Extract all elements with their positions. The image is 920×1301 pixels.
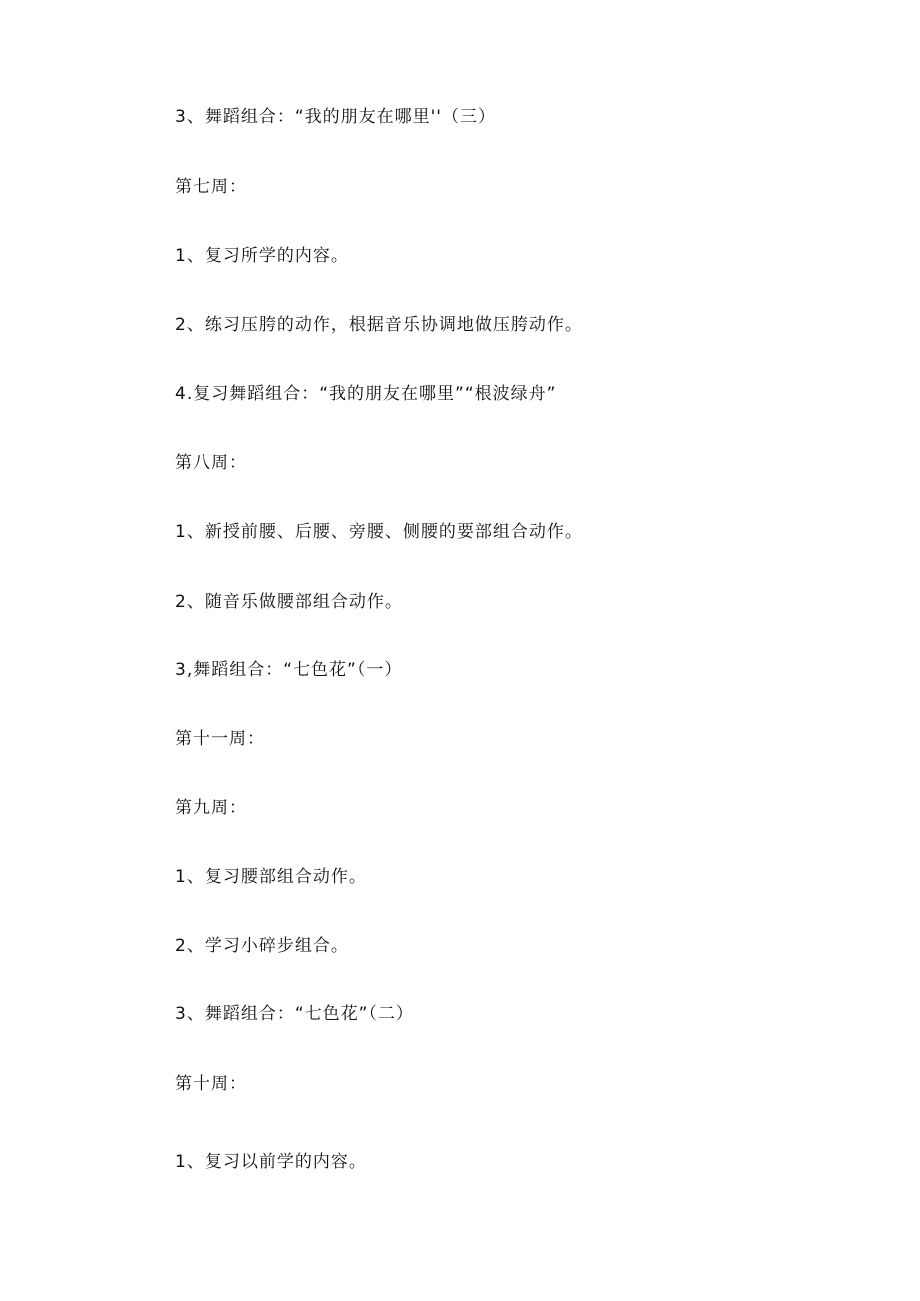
section-heading: 第七周：	[175, 177, 247, 197]
text-line: 3、舞蹈组合：“七色花”（二）	[175, 1004, 414, 1024]
text-line: 2、随音乐做腰部组合动作。	[175, 592, 403, 612]
text-line: 1、新授前腰、后腰、旁腰、侧腰的要部组合动作。	[175, 522, 583, 542]
text-line: 2、练习压胯的动作，根据音乐协调地做压胯动作。	[175, 315, 583, 335]
text-line: 1、复习所学的内容。	[175, 246, 349, 266]
text-line: 1、复习腰部组合动作。	[175, 867, 367, 887]
text-line: 4.复习舞蹈组合：“我的朋友在哪里”“根波绿舟”	[175, 384, 557, 404]
section-heading: 第十一周：	[175, 729, 265, 749]
section-heading: 第九周：	[175, 798, 247, 818]
text-line: 3,舞蹈组合：“七色花”（一）	[175, 660, 403, 680]
section-heading: 第八周：	[175, 453, 247, 473]
section-heading: 第十周：	[175, 1074, 247, 1094]
text-line: 3、舞蹈组合：“我的朋友在哪里''（三）	[175, 107, 496, 127]
text-line: 2、学习小碎步组合。	[175, 936, 349, 956]
text-line: 1、复习以前学的内容。	[175, 1152, 367, 1172]
